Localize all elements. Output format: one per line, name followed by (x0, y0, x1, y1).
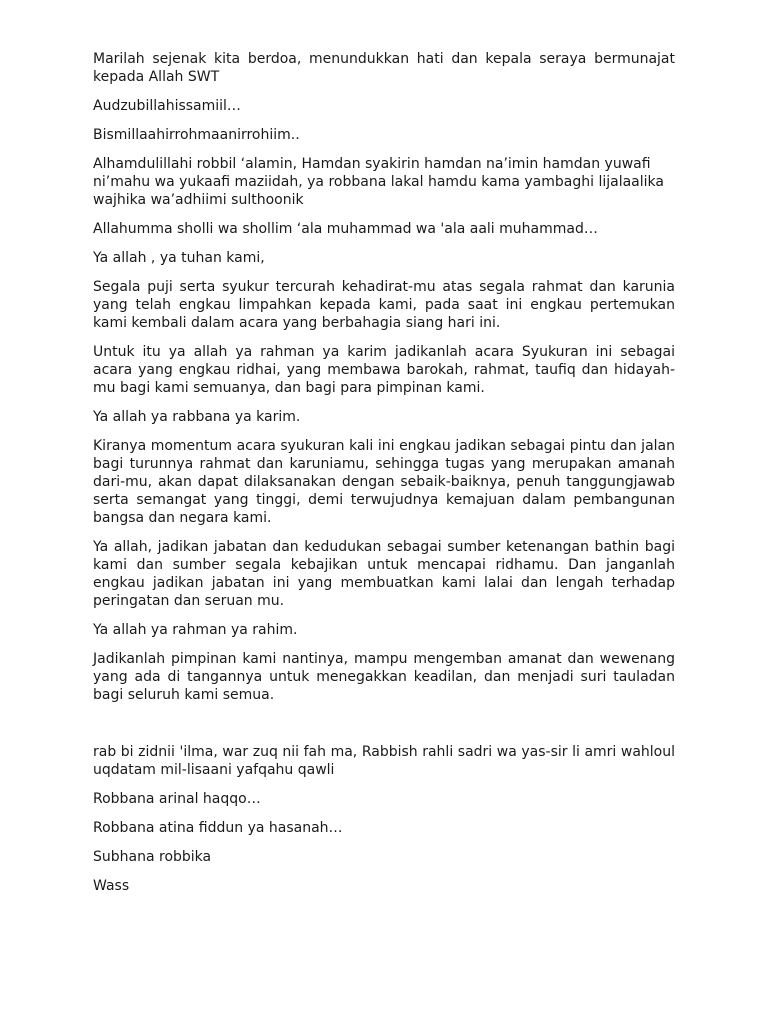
paragraph-gratitude: Segala puji serta syukur tercurah kehadirat-mu atas segala rahmat dan karunia yang telah engkau limpahkan kepada kami, pada saat ini engkau pertemukan kami kembali dalam acara yang berbahagia siang hari ini. (93, 279, 675, 331)
paragraph-dua-knowledge: rab bi zidnii 'ilma, war zuq nii fah ma, Rabbish rahli sadri wa yas-sir li amri wahloul uqdatam mil-lisaani yafqahu qawli (93, 744, 675, 778)
paragraph-closing: Subhana robbika (93, 849, 212, 865)
paragraph-hamdalah: Alhamdulillahi robbil ‘alamin, Hamdan syakirin hamdan na’imin hamdan yuwafi ni’mahu wa yukaafi maziidah, ya robbana lakal hamdu kama yambaghi lijalaalika wajhika wa’adhiimi sulthoonik (93, 156, 664, 208)
paragraph-blessing: Untuk itu ya allah ya rahman ya karim jadikanlah acara Syukuran ini sebagai acara yang engkau ridhai, yang membawa barokah, rahmat, taufiq dan hidayah-mu bagi kami semuanya, dan bagi para pimpinan kami. (93, 344, 675, 396)
paragraph-signoff: Wass (93, 878, 130, 894)
paragraph-leadership: Jadikanlah pimpinan kami nantinya, mampu mengemban amanat dan wewenang yang ada di tangannya untuk menegakkan keadilan, dan menjadi suri tauladan bagi seluruh kami semua. (93, 651, 675, 703)
paragraph-basmalah: Bismillaahirrohmaanirrohiim.. (93, 127, 300, 143)
paragraph-dua-world: Robbana atina fiddun ya hasanah… (93, 820, 343, 836)
paragraph-dua-truth: Robbana arinal haqqo… (93, 791, 261, 807)
paragraph-gap (93, 715, 675, 743)
paragraph-opening: Marilah sejenak kita berdoa, menundukkan hati dan kepala seraya bermunajat kepada Allah SWT (93, 51, 675, 85)
document-page (93, 50, 675, 906)
paragraph-momentum: Kiranya momentum acara syukuran kali ini engkau jadikan sebagai pintu dan jalan bagi turunnya rahmat dan karuniamu, sehingga tugas yang merupakan amanah dari-mu, akan dapat dilaksanakan dengan sebaik-baiknya, penuh tanggungjawab serta semangat yang tinggi, demi terwujudnya kemajuan dalam pembangunan bangsa dan negara kami. (93, 438, 675, 526)
paragraph-taawudz: Audzubillahissamiil… (93, 98, 241, 114)
paragraph-sholawat: Allahumma sholli wa shollim ‘ala muhammad wa 'ala aali muhammad… (93, 221, 598, 237)
paragraph-invocation-3: Ya allah ya rahman ya rahim. (93, 622, 298, 638)
paragraph-invocation: Ya allah , ya tuhan kami, (93, 250, 265, 266)
paragraph-invocation-2: Ya allah ya rabbana ya karim. (93, 409, 301, 425)
paragraph-position: Ya allah, jadikan jabatan dan kedudukan sebagai sumber ketenangan bathin bagi kami dan sumber segala kebajikan untuk mencapai ridhamu. Dan janganlah engkau jadikan jabatan ini yang membuatkan kami lalai dan lengah terhadap peringatan dan seruan mu. (93, 539, 675, 609)
